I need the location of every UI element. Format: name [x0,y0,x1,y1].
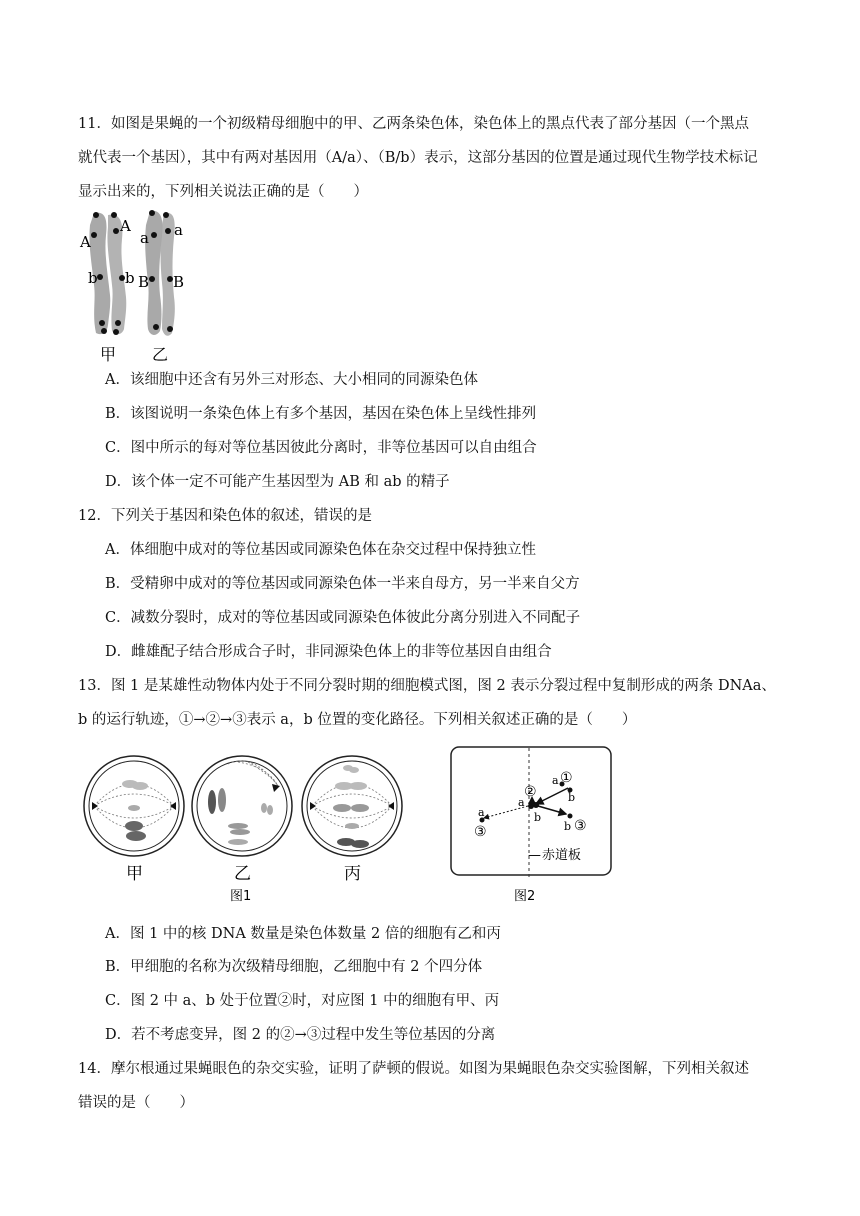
cell-bing [302,756,402,856]
fig2-p3: ③ [574,818,587,834]
fig2-a: a [552,774,559,787]
fig2-b: b [568,791,576,804]
gene-label: A [80,233,91,251]
fig2-a: a [478,806,485,819]
q12-option-a: A．体细胞中成对的等位基因或同源染色体在杂交过程中保持独立性 [105,542,536,558]
figure-label-jia: 甲 [100,345,117,364]
q14-stem-line-2: 错误的是（ ） [78,1095,194,1111]
fig2-p3: ③ [474,824,487,840]
figure-label-yi: 乙 [152,345,169,364]
q13-figure2 [448,744,616,908]
figure1-caption: 图1 [230,889,252,904]
q13-figure1 [78,742,408,910]
fig2-b: b [564,820,572,833]
gene-label: B [173,273,185,291]
q13-stem-line-2: b 的运行轨迹，①→②→③表示 a，b 位置的变化路径。下列相关叙述正确的是（ ） [78,712,637,728]
q11-option-a: A．该细胞中还含有另外三对形态、大小相同的同源染色体 [105,372,478,388]
q12-stem: 12．下列关于基因和染色体的叙述，错误的是 [78,508,372,524]
cell-jia [84,756,184,856]
cell-label-bing: 丙 [344,864,361,884]
gene-label: B [138,273,150,291]
gene-label: b [125,269,135,287]
q11-stem-line-3: 显示出来的，下列相关说法正确的是（ ） [78,184,368,200]
fig2-plate-dash: — [528,848,541,863]
gene-label: a [174,221,183,239]
q14-stem-line-1: 14．摩尔根通过果蝇眼色的杂交实验，证明了萨顿的假说。如图为果蝇眼色杂交实验图解，下列相关叙述 [78,1061,749,1077]
cell-label-yi: 乙 [234,864,251,884]
q11-stem-line-2: 就代表一个基因），其中有两对基因用（A/a）、（B/b）表示，这部分基因的位置是通过现代生物学技术标记 [78,150,758,166]
gene-label: a [140,229,149,247]
q11-option-d: D．该个体一定不可能产生基因型为 AB 和 ab 的精子 [105,474,450,490]
q13-option-d: D．若不考虑变异，图 2 的②→③过程中发生等位基因的分离 [105,1027,496,1043]
q11-option-b: B．该图说明一条染色体上有多个基因，基因在染色体上呈线性排列 [105,406,537,422]
cell-yi [192,756,292,856]
fig2-p1: ① [560,770,573,786]
q12-option-c: C．减数分裂时，成对的等位基因或同源染色体彼此分离分别进入不同配子 [105,610,581,626]
cell-label-jia: 甲 [126,864,143,884]
q13-option-b: B．甲细胞的名称为次级精母细胞，乙细胞中有 2 个四分体 [105,959,483,975]
q11-chromosome-figure [78,205,198,365]
q13-option-a: A．图 1 中的核 DNA 数量是染色体数量 2 倍的细胞有乙和丙 [105,926,501,942]
q11-stem-line-1: 11．如图是果蝇的一个初级精母细胞中的甲、乙两条染色体，染色体上的黑点代表了部分基因（一个黑点 [78,116,749,132]
q13-option-c: C．图 2 中 a、b 处于位置②时，对应图 1 中的细胞有甲、丙 [105,993,500,1009]
figure2-caption: 图2 [514,889,536,904]
q12-option-b: B．受精卵中成对的等位基因或同源染色体一半来自母方，另一半来自父方 [105,576,580,592]
gene-label: b [88,269,98,287]
fig2-b: b [534,811,542,824]
gene-label: A [120,217,131,235]
q11-option-c: C．图中所示的每对等位基因彼此分离时，非等位基因可以自由组合 [105,440,537,456]
fig2-plate-label: 赤道板 [542,848,582,863]
q12-option-d: D．雌雄配子结合形成合子时，非同源染色体上的非等位基因自由组合 [105,644,552,660]
fig2-p2: ② [524,784,537,800]
fig2-a: a [518,796,525,809]
q13-stem-line-1: 13．图 1 是某雄性动物体内处于不同分裂时期的细胞模式图，图 2 表示分裂过程中复制形成的两条 DNAa、 [78,678,776,694]
